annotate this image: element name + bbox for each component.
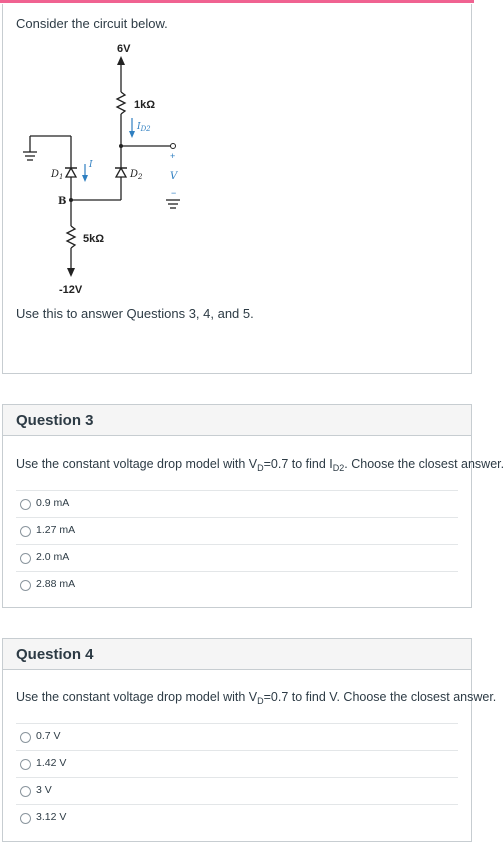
question-4-text: Use the constant voltage drop model with $V_D=0.7$ to find V. Choose the closest answer. xyxy=(16,690,497,706)
resistor-1k-label: 1kΩ xyxy=(134,99,156,111)
top-supply-label: 6V xyxy=(117,43,131,55)
resistor-5k xyxy=(67,226,75,248)
node-b-label: B xyxy=(58,196,67,207)
current-arrow-d1-icon xyxy=(82,175,88,182)
answer-label: 0.7 V xyxy=(36,730,61,742)
diode-d2-label: $D_2$ xyxy=(130,169,143,181)
answer-label: 0.9 mA xyxy=(36,497,70,509)
question-4-answers xyxy=(16,723,458,831)
answer-label: 3.12 V xyxy=(36,811,67,823)
resistor-5k-label: 5kΩ xyxy=(83,233,105,245)
radio-button[interactable] xyxy=(20,526,31,537)
answer-label: 2.0 mA xyxy=(36,551,70,563)
radio-button[interactable] xyxy=(20,553,31,564)
answer-label: 2.88 mA xyxy=(36,578,76,590)
answer-label: 1.27 mA xyxy=(36,524,76,536)
answer-option[interactable] xyxy=(16,544,458,571)
answer-option[interactable] xyxy=(16,571,458,598)
question-3-title: Question 3 xyxy=(16,412,94,429)
current-arrow-d2-icon xyxy=(129,131,135,138)
top-accent-bar xyxy=(0,0,474,3)
question-3-text: Use the constant voltage drop model with $V_D=0.7$ to find $I_{D2}$. Choose the closest answer. xyxy=(16,457,504,473)
answer-label: 3 V xyxy=(36,784,52,796)
bottom-supply-arrow xyxy=(67,268,75,277)
radio-button[interactable] xyxy=(20,786,31,797)
diode-d2-icon xyxy=(115,168,127,177)
question-4-header xyxy=(3,639,471,670)
v-plus-sign: + xyxy=(170,151,176,161)
circuit-intro-card xyxy=(2,4,472,374)
resistor-1k xyxy=(117,92,125,114)
diode-d1-label: $D_1$ xyxy=(51,169,64,181)
radio-button[interactable] xyxy=(20,732,31,743)
current-d1-label: I xyxy=(89,160,93,170)
radio-button[interactable] xyxy=(20,759,31,770)
ground-icon-output xyxy=(166,200,180,208)
v-minus-sign: − xyxy=(171,188,177,198)
question-4-card xyxy=(2,638,497,842)
intro-footer-text: Use this to answer Questions 3, 4, and 5. xyxy=(16,306,254,321)
radio-button[interactable] xyxy=(20,499,31,510)
circuit-diagram xyxy=(3,34,473,304)
output-terminal xyxy=(171,144,176,149)
v-output-label: V xyxy=(170,171,178,182)
question-4-title: Question 4 xyxy=(16,646,94,663)
ground-icon-left xyxy=(23,152,37,160)
top-supply-arrow xyxy=(117,56,125,65)
answer-option[interactable] xyxy=(16,804,458,831)
radio-button[interactable] xyxy=(20,813,31,824)
answer-label: 1.42 V xyxy=(36,757,67,769)
node-b-dot xyxy=(69,198,73,202)
question-3-header xyxy=(3,405,471,436)
answer-option[interactable] xyxy=(16,777,458,804)
answer-option[interactable] xyxy=(16,490,458,517)
answer-option[interactable] xyxy=(16,723,458,750)
bottom-supply-label: -12V xyxy=(59,284,83,296)
diode-d1-icon xyxy=(65,168,77,177)
question-3-answers xyxy=(16,490,458,598)
radio-button[interactable] xyxy=(20,580,31,591)
answer-option[interactable] xyxy=(16,517,458,544)
intro-title: Consider the circuit below. xyxy=(16,16,168,31)
current-d2-label: $I_{D2}$ xyxy=(137,122,151,133)
answer-option[interactable] xyxy=(16,750,458,777)
question-3-card xyxy=(2,404,504,608)
